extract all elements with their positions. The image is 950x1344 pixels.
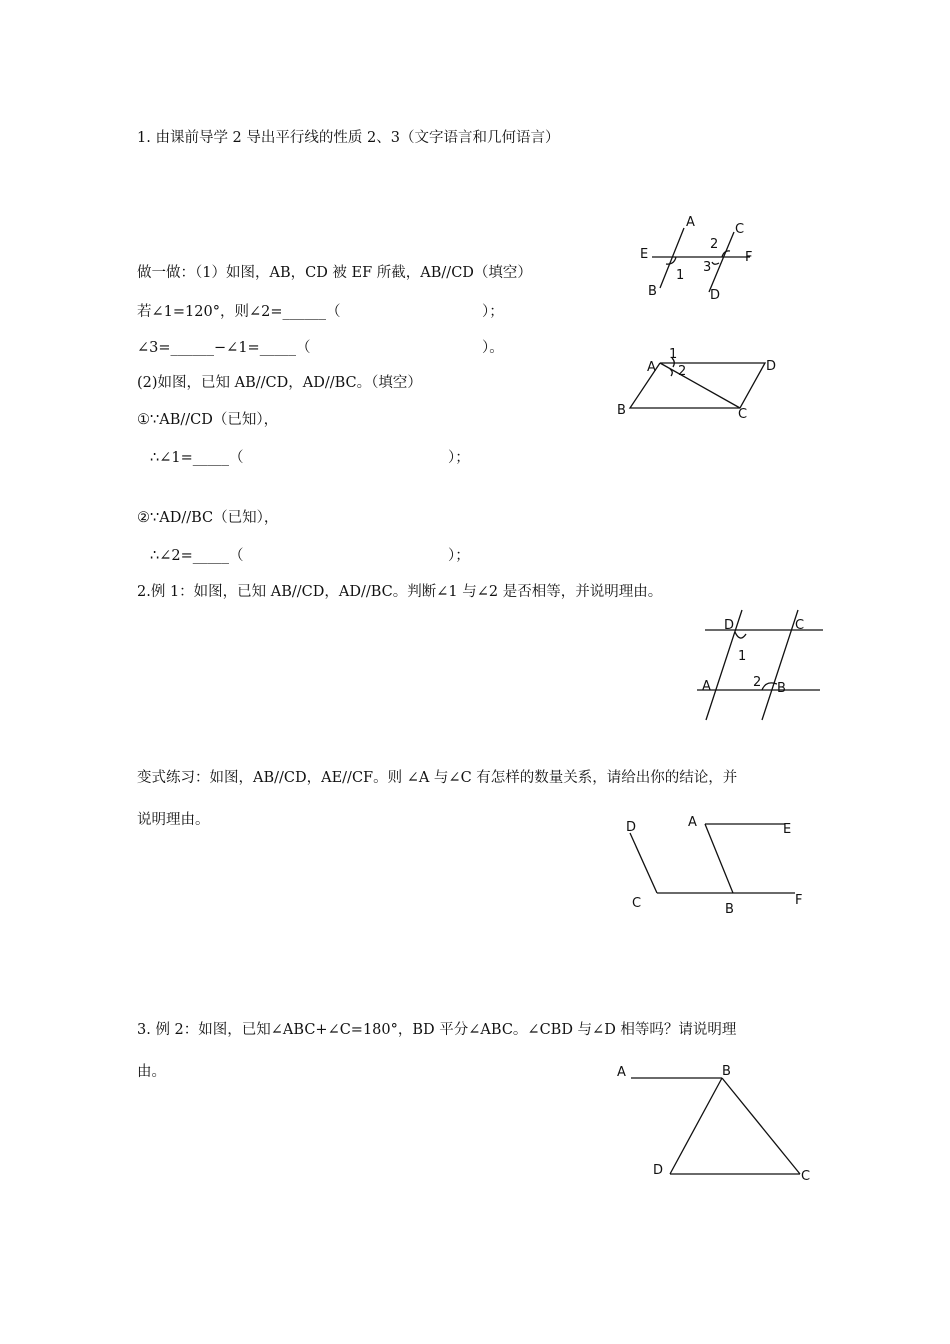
q1-line8-a: ∴∠2=_____（ — [150, 548, 244, 564]
q1-line5: ①∵AB//CD（已知）， — [137, 412, 279, 428]
q1-line7: ②∵AD//BC（已知）， — [137, 510, 279, 526]
fig2-angle-1: 1 — [669, 347, 678, 362]
fig2-angle-2: 2 — [678, 364, 687, 379]
fig4-label-c: C — [632, 896, 642, 911]
fig5-label-b: B — [722, 1064, 731, 1079]
fig5-label-d: D — [653, 1163, 664, 1178]
fig1-label-a: A — [686, 215, 695, 230]
fig5-label-c: C — [801, 1169, 811, 1184]
fig1-angle-2: 2 — [710, 237, 719, 252]
fig1-label-e: E — [640, 247, 649, 262]
q3-line1: 3. 例 2：如图，已知∠ABC+∠C=180°，BD 平分∠ABC。∠CBD 与∠D 相等吗？请说明理 — [137, 1022, 737, 1038]
q1-line6-a: ∴∠1=_____（ — [150, 450, 244, 466]
fig1-angle-1: 1 — [676, 268, 685, 283]
q3-line2: 由。 — [137, 1064, 166, 1080]
q1-line3-a: ∠3=______−∠1=_____（ — [137, 340, 311, 356]
fig4-label-b: B — [725, 902, 734, 917]
fig2-label-c: C — [738, 407, 748, 422]
fig3-label-d: D — [724, 618, 735, 633]
fig3-angle-1: 1 — [738, 649, 747, 664]
q2-variant-line1: 变式练习：如图，AB//CD，AE//CF。则 ∠A 与∠C 有怎样的数量关系，请给出你的结论，并 — [137, 770, 738, 786]
fig5-label-a: A — [617, 1065, 626, 1080]
fig3-label-c: C — [795, 618, 805, 633]
q1-line3-b: ）。 — [482, 340, 504, 356]
fig1-angle-3: 3 — [703, 260, 712, 275]
fig3-label-b: B — [777, 681, 786, 696]
q2-line1: 2.例 1：如图，已知 AB//CD，AD//BC。判断∠1 与∠2 是否相等，并说明理由。 — [137, 584, 663, 600]
q1-line2-a: 若∠1=120°，则∠2=______（ — [137, 304, 341, 320]
q2-variant-line2: 说明理由。 — [137, 812, 210, 828]
q1-line2-b: ）； — [482, 304, 504, 320]
fig2-label-b: B — [617, 403, 626, 418]
fig4-label-f: F — [795, 893, 803, 908]
fig4-label-d: D — [626, 820, 637, 835]
fig2-label-a: A — [647, 360, 656, 375]
fig4-label-a: A — [688, 815, 697, 830]
fig4-label-e: E — [783, 822, 792, 837]
fig1-label-b: B — [648, 284, 657, 299]
fig3-label-a: A — [702, 679, 711, 694]
q1-line4: (2)如图，已知 AB//CD，AD//BC。（填空） — [137, 375, 422, 391]
q1-title: 1. 由课前导学 2 导出平行线的性质 2、3（文字语言和几何语言） — [137, 130, 560, 146]
fig1-label-c: C — [735, 222, 745, 237]
fig3-angle-2: 2 — [753, 675, 762, 690]
q1-line8-b: ）； — [448, 548, 470, 564]
fig1-label-d: D — [710, 288, 721, 303]
q1-line1: 做一做：（1）如图，AB，CD 被 EF 所截，AB//CD（填空） — [137, 265, 532, 281]
fig2-label-d: D — [766, 359, 777, 374]
fig1-label-f: F — [745, 250, 753, 265]
q1-line6-b: ）； — [448, 450, 470, 466]
